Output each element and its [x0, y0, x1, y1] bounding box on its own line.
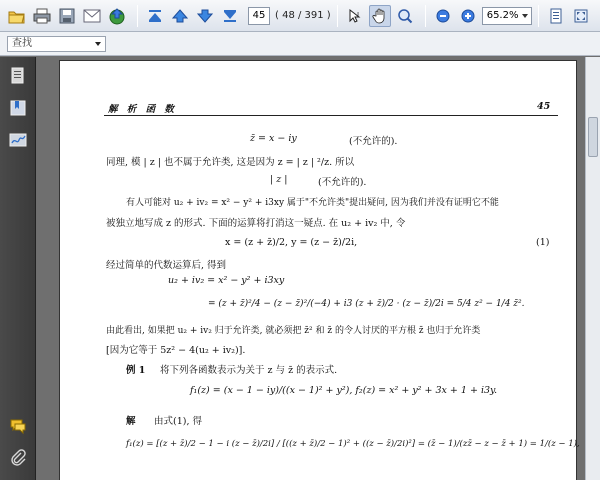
toolbar-separator	[538, 5, 539, 27]
comments-panel-icon[interactable]	[9, 417, 27, 435]
paragraph2-line2: 被独立地写成 z 的形式. 下面的运算将打消这一疑点. 在 u₂ + iv₂ 中, 令	[106, 218, 406, 229]
solution-label: 解	[126, 416, 136, 427]
fullscreen-icon[interactable]	[570, 5, 592, 27]
zoom-in-icon[interactable]	[457, 5, 479, 27]
equation-2-left: u₂ + iv₂ = x² − y² + i3xy	[168, 275, 285, 286]
fit-page-icon[interactable]	[545, 5, 567, 27]
line3-math: | z |	[270, 174, 288, 185]
equation-1: x = (z + z̄)/2, y = (z − z̄)/2i,	[225, 237, 358, 248]
page-header-title: 解 析 函 数	[108, 104, 177, 115]
find-combo-box[interactable]	[7, 36, 106, 52]
example-label: 例 1	[126, 365, 146, 376]
zoom-tool-icon[interactable]	[394, 5, 416, 27]
hand-tool-icon[interactable]	[369, 5, 391, 27]
line1-math: z̄ = x − iy	[250, 133, 297, 144]
web-globe-icon[interactable]	[106, 5, 128, 27]
email-icon[interactable]	[81, 5, 103, 27]
svg-text:I: I	[356, 10, 359, 19]
page-count-label: ( 48 / 391 )	[275, 10, 331, 21]
text-select-cursor-icon[interactable]	[344, 5, 366, 27]
next-page-icon[interactable]	[194, 5, 216, 27]
previous-page-icon[interactable]	[169, 5, 191, 27]
open-folder-icon[interactable]	[6, 5, 28, 27]
line-after-equation: 经过简单的代数运算后, 得到	[106, 260, 227, 271]
paragraph3-line1: 由此看出, 如果把 u₂ + iv₂ 归于允许类, 就必须把 z̄² 和 z̄ 的令人讨厌的平方根 z̄ 也归于允许类	[106, 326, 481, 336]
vertical-scrollbar[interactable]	[585, 57, 600, 480]
bookmarks-panel-icon[interactable]	[9, 99, 27, 117]
example-functions: f₁(z) = (x − 1 − iy)/((x − 1)² + y²), f₂(z) = x² + y² + 3x + 1 + i3y.	[190, 385, 498, 396]
paragraph2-line1: 有人可能对 u₂ + iv₂ = x² − y² + i3xy 属于"不允许类"提出疑问, 因为我们并没有证明它不能	[126, 198, 499, 208]
print-icon[interactable]	[31, 5, 53, 27]
chevron-down-icon	[95, 42, 101, 46]
pdf-page	[59, 60, 580, 480]
zoom-level-select[interactable]	[482, 7, 532, 25]
main-toolbar	[0, 0, 600, 32]
toolbar-separator	[337, 5, 338, 27]
solution-equation: f₁(z) = [(z + z̄)/2 − 1 − i (z − z̄)/2i] / [((z + z̄)/2 − 1)² + ((z − z̄)/2i)²] = (z̄ − 1)/(zz̄ − z − z̄ + 1) = 1/(z − 1),	[126, 439, 580, 449]
toolbar-separator	[425, 5, 426, 27]
toolbar-separator	[137, 5, 138, 27]
line2-text: 同理, 模 | z | 也不属于允许类, 这是因为 z = | z | ²/z. 所以	[106, 157, 355, 168]
last-page-icon[interactable]	[219, 5, 241, 27]
page-header-number: 45	[537, 101, 551, 112]
chevron-down-icon	[522, 14, 528, 18]
pages-panel-icon[interactable]	[9, 67, 27, 85]
line3-note: (不允许的).	[318, 177, 367, 188]
find-toolbar	[0, 32, 600, 56]
attachments-paperclip-icon[interactable]	[9, 449, 27, 467]
scrollbar-thumb[interactable]	[588, 117, 598, 157]
paragraph3-line2: [因为它等于 5z² − 4(u₂ + iv₂)].	[106, 345, 246, 356]
navigation-pane	[0, 57, 36, 480]
equation-1-number: (1)	[536, 237, 550, 248]
zoom-out-icon[interactable]	[432, 5, 454, 27]
signatures-panel-icon[interactable]	[9, 131, 27, 149]
header-rule	[104, 115, 558, 116]
zoom-level-value: 65.2%	[486, 10, 519, 21]
example-text: 将下列各函数表示为关于 z 与 z̄ 的表示式.	[160, 365, 338, 376]
save-icon[interactable]	[56, 5, 78, 27]
page-number-input[interactable]	[248, 7, 270, 25]
solution-text: 由式(1), 得	[154, 416, 202, 427]
document-view[interactable]	[37, 57, 585, 480]
first-page-icon[interactable]	[144, 5, 166, 27]
line1-note: (不允许的).	[349, 136, 398, 147]
equation-2-right: = (z + z̄)²/4 − (z − z̄)²/(−4) + i3 (z + z̄)/2 · (z − z̄)/2i = 5/4 z² − 1/4 z̄².	[208, 299, 525, 309]
find-label: 查找	[12, 37, 32, 49]
